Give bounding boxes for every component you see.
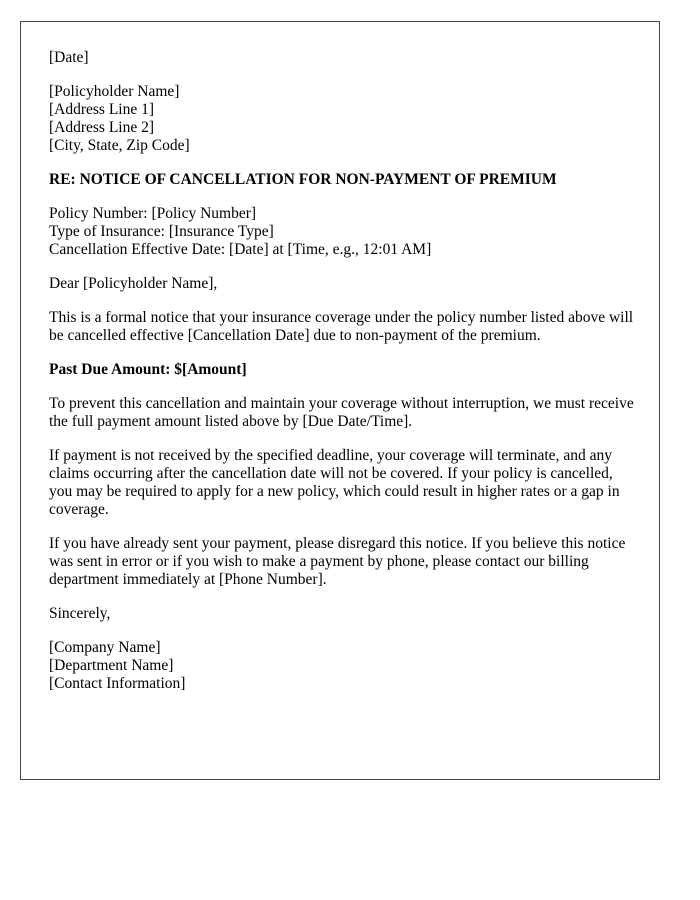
policy-number: Policy Number: [Policy Number] [49,205,257,222]
prevent-paragraph: To prevent this cancellation and maintain your coverage without interruption, we must receive the full payment amount listed above by [Due Date/Time]. [49,395,634,430]
recipient-block [49,83,639,155]
cancellation-effective-date: Cancellation Effective Date: [Date] at [Time, e.g., 12:01 AM] [49,241,432,258]
disregard-paragraph: If you have already sent your payment, please disregard this notice. If you believe this notice was sent in error or if you wish to make a payment by phone, please contact our billing department immediately at [Phone Number]. [49,535,626,588]
insurance-type: Type of Insurance: [Insurance Type] [49,223,274,240]
subject-line: RE: NOTICE OF CANCELLATION FOR NON-PAYMENT OF PREMIUM [49,171,557,188]
signature-block [49,639,639,693]
signature-company: [Company Name] [49,639,161,656]
recipient-city-state-zip: [City, State, Zip Code] [49,137,190,154]
notice-paragraph: This is a formal notice that your insurance coverage under the policy number listed above will be cancelled effective [Cancellation Date] due to non-payment of the premium. [49,309,634,344]
policy-details [49,205,639,259]
signature-contact: [Contact Information] [49,675,186,692]
signature-department: [Department Name] [49,657,174,674]
closing: Sincerely, [49,605,111,622]
consequence-paragraph: If payment is not received by the specified deadline, your coverage will terminate, and any claims occurring after the cancellation date will not be covered. If your policy is cancelled, you may be required to apply for a new policy, which could result in higher rates or a gap in coverage. [49,447,620,518]
letter-page [20,21,660,780]
letter-body [49,49,639,709]
recipient-address-line-1: [Address Line 1] [49,101,155,118]
letter-date: [Date] [49,49,89,66]
recipient-address-line-2: [Address Line 2] [49,119,155,136]
salutation: Dear [Policyholder Name], [49,275,218,292]
past-due-amount: Past Due Amount: $[Amount] [49,361,247,378]
recipient-name: [Policyholder Name] [49,83,180,100]
